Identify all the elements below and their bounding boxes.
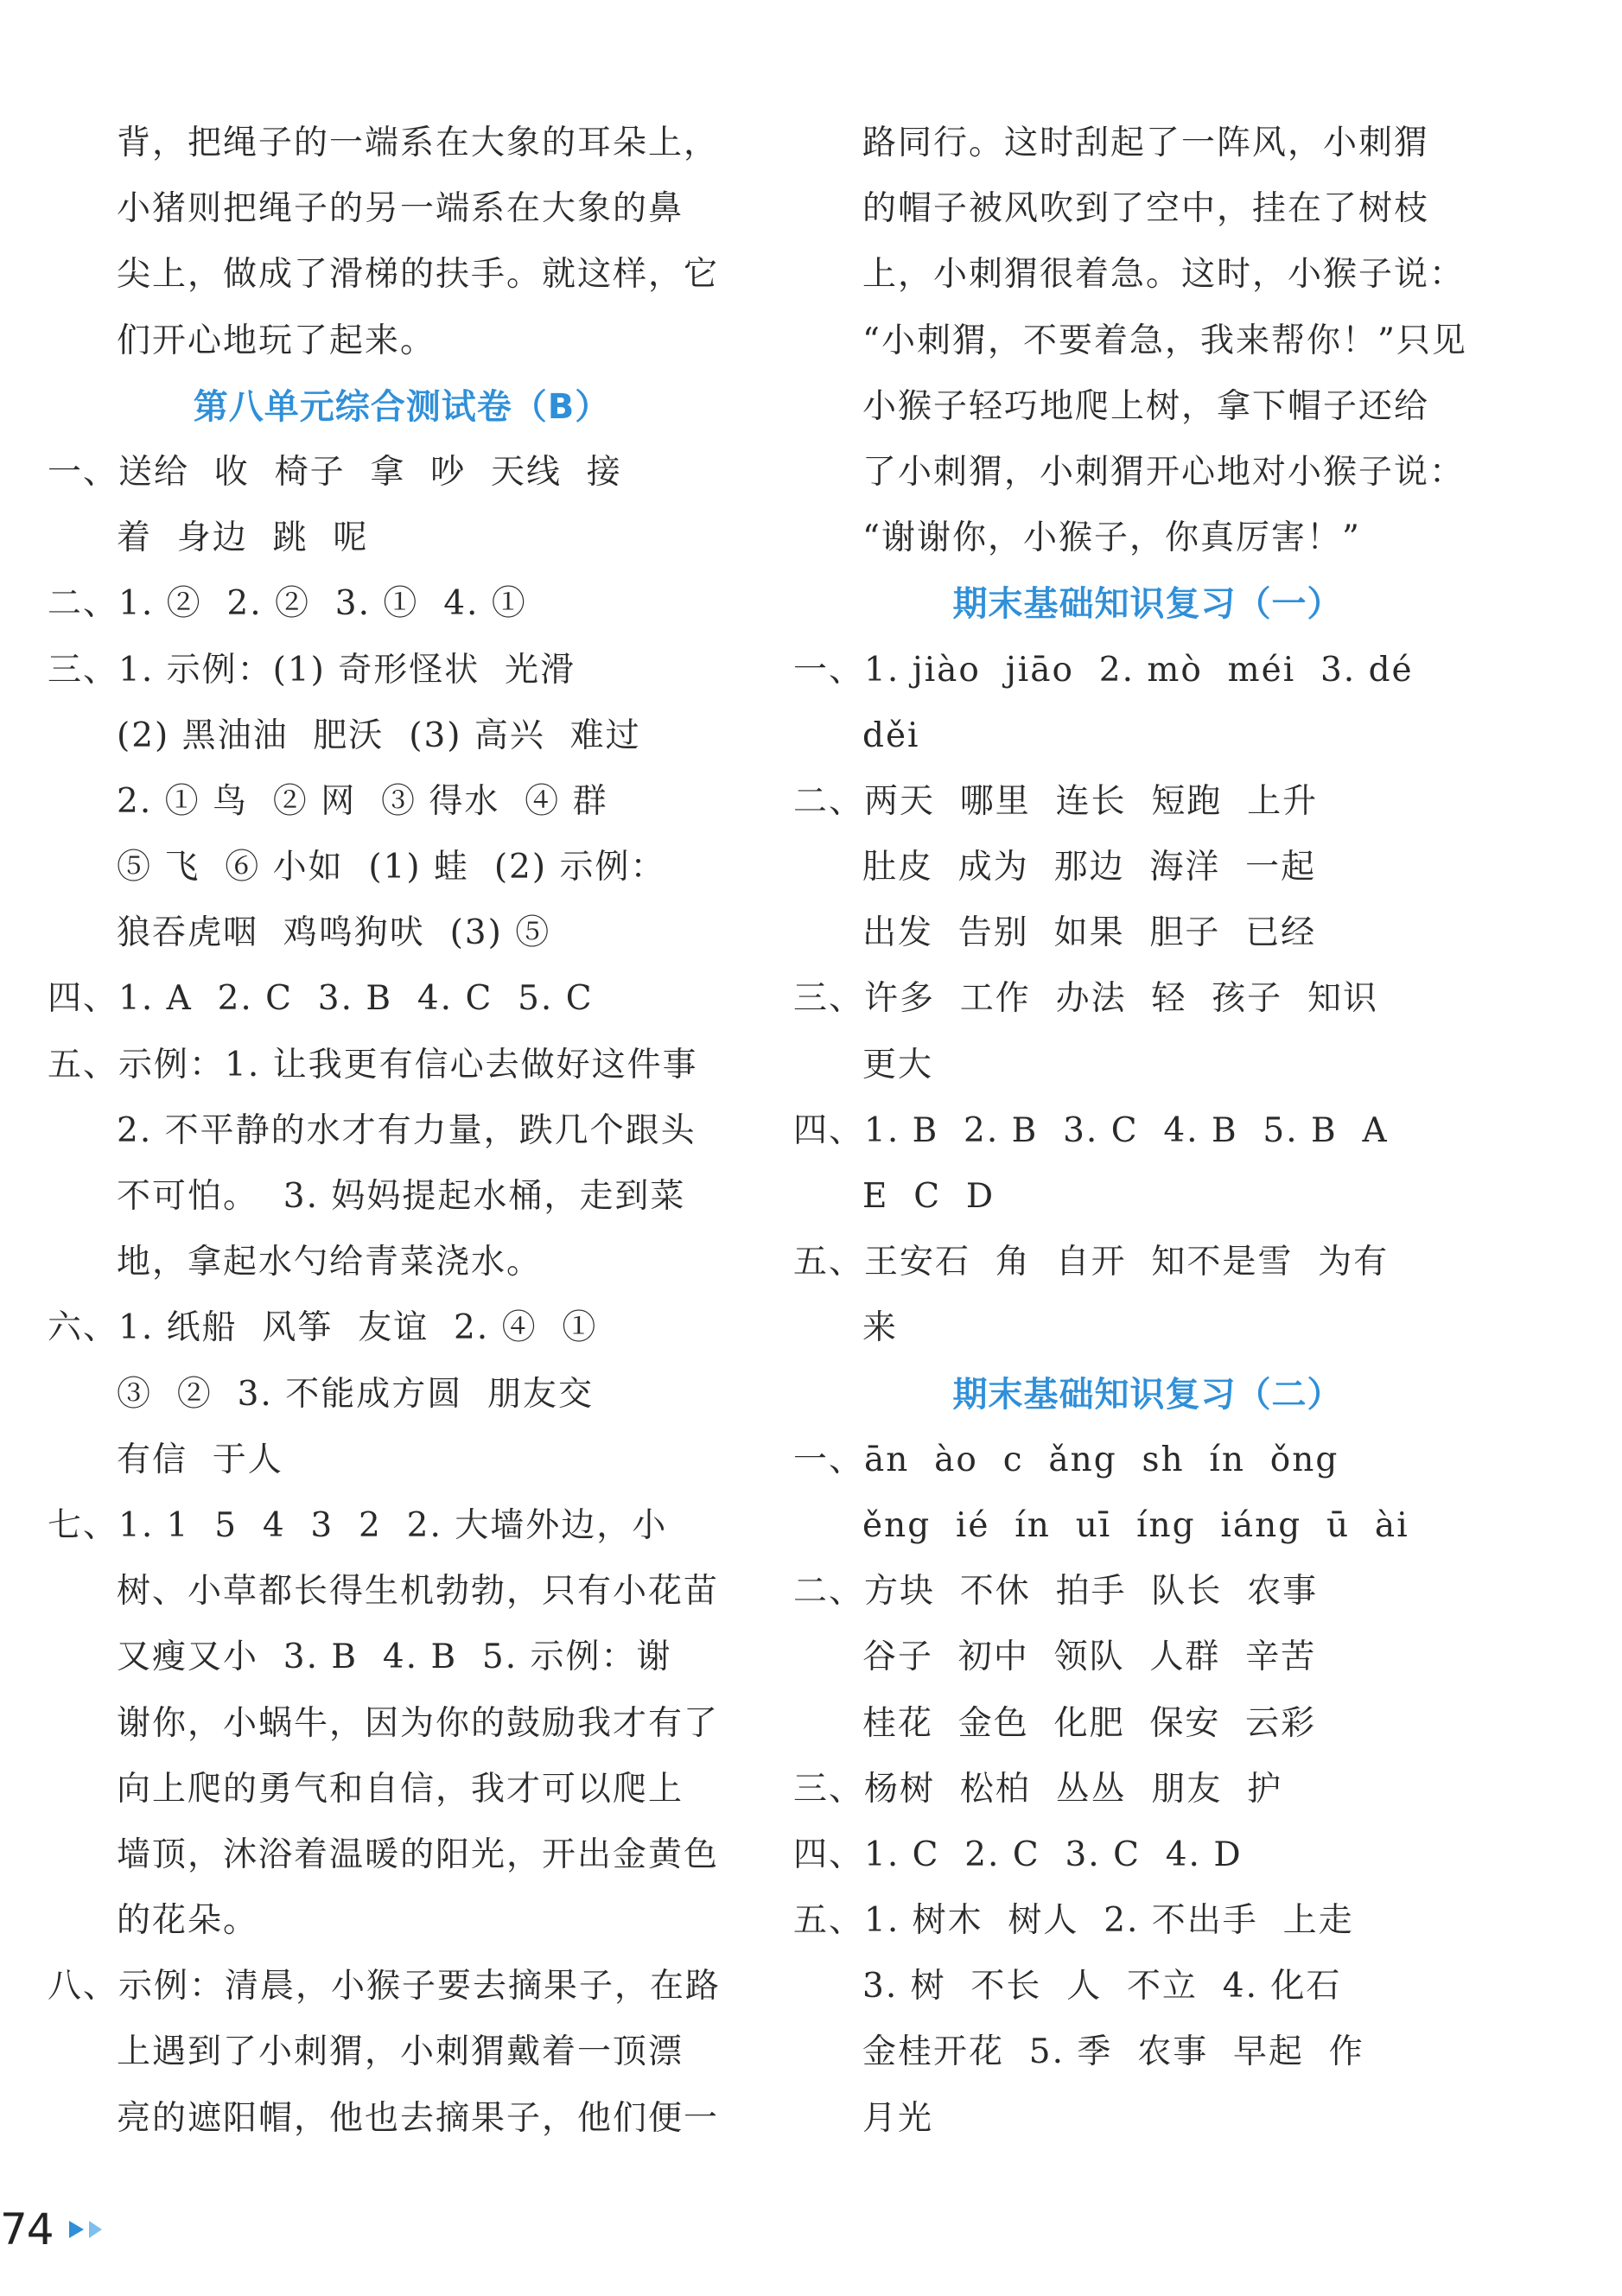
- answer-line: 六、1. 纸船 风筝 友谊 2. ④ ①: [48, 1308, 598, 1348]
- answer-line: ěng ié ín uī íng iáng ū ài: [862, 1505, 1409, 1545]
- answer-line: 四、1. B 2. B 3. C 4. B 5. B A: [793, 1110, 1389, 1150]
- answer-line: 亮的遮阳帽，他也去摘果子，他们便一: [117, 2098, 720, 2138]
- answer-line: E C D: [862, 1177, 995, 1216]
- answer-line: 上遇到了小刺猬，小刺猬戴着一顶漂: [117, 2032, 684, 2072]
- answer-line: 二、两天 哪里 连长 短跑 上升: [793, 781, 1319, 821]
- answer-line: 一、1. jiào jiāo 2. mò méi 3. dé: [793, 650, 1414, 690]
- section-heading: 第八单元综合测试卷（B）: [193, 386, 611, 427]
- answer-line: 们开心地玩了起来。: [117, 321, 436, 360]
- right-column: [793, 111, 1502, 2152]
- answer-line: 五、示例：1. 让我更有信心去做好这件事: [48, 1045, 698, 1084]
- answer-line: 二、方块 不休 拍手 队长 农事: [793, 1572, 1319, 1612]
- answer-line: 四、1. A 2. C 3. B 4. C 5. C: [48, 979, 594, 1019]
- arrow-icon: [89, 2221, 102, 2238]
- answer-line: děi: [862, 716, 920, 755]
- answer-line: 有信 于人: [117, 1440, 283, 1479]
- answer-line: “谢谢你，小猴子，你真厉害！”: [862, 518, 1361, 558]
- answer-line: 路同行。这时刮起了一阵风，小刺猬: [862, 124, 1430, 162]
- section-heading: 期末基础知识复习（二）: [952, 1374, 1343, 1415]
- answer-line: 小猪则把绳子的另一端系在大象的鼻: [117, 189, 684, 229]
- answer-line: “小刺猬，不要着急，我来帮你！”只见: [862, 321, 1467, 360]
- answer-line: 五、王安石 角 自开 知不是雪 为有: [793, 1243, 1390, 1282]
- answer-line: 八、示例：清晨，小猴子要去摘果子，在路: [48, 1967, 722, 2007]
- answer-line: ⑤ 飞 ⑥ 小如 (1) 蛙 (2) 示例：: [117, 848, 666, 887]
- answer-line: 小猴子轻巧地爬上树，拿下帽子还给: [862, 386, 1430, 426]
- answer-line: 2. ① 鸟 ② 网 ③ 得水 ④ 群: [117, 781, 608, 821]
- answer-line: (2) 黑油油 肥沃 (3) 高兴 难过: [117, 716, 641, 755]
- arrow-icon: [69, 2221, 84, 2238]
- answer-line: 一、ān ào c ǎng sh ín ǒng: [793, 1440, 1339, 1479]
- answer-line: 的帽子被风吹到了空中，挂在了树枝: [862, 189, 1430, 229]
- answer-line: 四、1. C 2. C 3. C 4. D: [793, 1835, 1243, 1874]
- answer-line: 3. 树 不长 人 不立 4. 化石: [862, 1967, 1342, 2007]
- answer-line: 三、1. 示例：(1) 奇形怪状 光滑: [48, 650, 576, 690]
- answer-line: 谷子 初中 领队 人群 辛苦: [862, 1638, 1317, 1677]
- answer-line: 树、小草都长得生机勃勃，只有小花苗: [117, 1572, 720, 1612]
- answer-line: 不可怕。 3. 妈妈提起水桶，走到菜: [117, 1177, 686, 1216]
- answer-line: 着 身边 跳 呢: [117, 518, 369, 558]
- answer-line: 肚皮 成为 那边 海洋 一起: [862, 848, 1317, 887]
- answer-line: 桂花 金色 化肥 保安 云彩: [862, 1703, 1317, 1743]
- answer-line: 地，拿起水勺给青菜浇水。: [117, 1243, 543, 1282]
- answer-line: 的花朵。: [117, 1901, 259, 1941]
- page-footer: [0, 2199, 102, 2260]
- answer-line: 向上爬的勇气和自信，我才可以爬上: [117, 1769, 684, 1809]
- answer-line: 三、杨树 松柏 丛丛 朋友 护: [793, 1769, 1283, 1809]
- answer-line: 2. 不平静的水才有力量，跌几个跟头: [117, 1110, 697, 1150]
- double-right-triangle-icon: [69, 2221, 102, 2238]
- answer-line: 了小刺猬，小刺猬开心地对小猴子说：: [862, 452, 1466, 492]
- section-heading: 期末基础知识复习（一）: [952, 584, 1343, 625]
- answer-line: 更大: [862, 1045, 934, 1084]
- answer-line: 一、送给 收 椅子 拿 吵 天线 接: [48, 452, 622, 492]
- answer-line: 七、1. 1 5 4 3 2 2. 大墙外边，小: [48, 1505, 668, 1545]
- answer-line: 尖上，做成了滑梯的扶手。就这样，它: [117, 255, 720, 295]
- answer-line: 三、许多 工作 办法 轻 孩子 知识: [793, 979, 1378, 1019]
- answer-line: 墙顶，沐浴着温暖的阳光，开出金黄色: [117, 1835, 720, 1874]
- answer-line: 谢你，小蜗牛，因为你的鼓励我才有了: [117, 1703, 720, 1743]
- answer-line: 金桂开花 5. 季 农事 早起 作: [862, 2032, 1364, 2072]
- answer-line: 出发 告别 如果 胆子 已经: [862, 913, 1317, 953]
- answer-line: 上，小刺猬很着急。这时，小猴子说：: [862, 255, 1466, 295]
- answer-line: 月光: [862, 2098, 934, 2138]
- answer-line: 来: [862, 1308, 899, 1348]
- page-number: 74: [0, 2204, 54, 2255]
- answer-line: 又瘦又小 3. B 4. B 5. 示例：谢: [117, 1638, 672, 1677]
- answer-line: 五、1. 树木 树人 2. 不出手 上走: [793, 1901, 1354, 1941]
- left-column: [48, 111, 756, 2152]
- answer-line: 狼吞虎咽 鸡鸣狗吠 (3) ⑤: [117, 913, 551, 953]
- answer-line: 二、1. ② 2. ② 3. ① 4. ①: [48, 584, 527, 624]
- answer-line: ③ ② 3. 不能成方圆 朋友交: [117, 1374, 594, 1414]
- answer-line: 背，把绳子的一端系在大象的耳朵上，: [117, 124, 720, 162]
